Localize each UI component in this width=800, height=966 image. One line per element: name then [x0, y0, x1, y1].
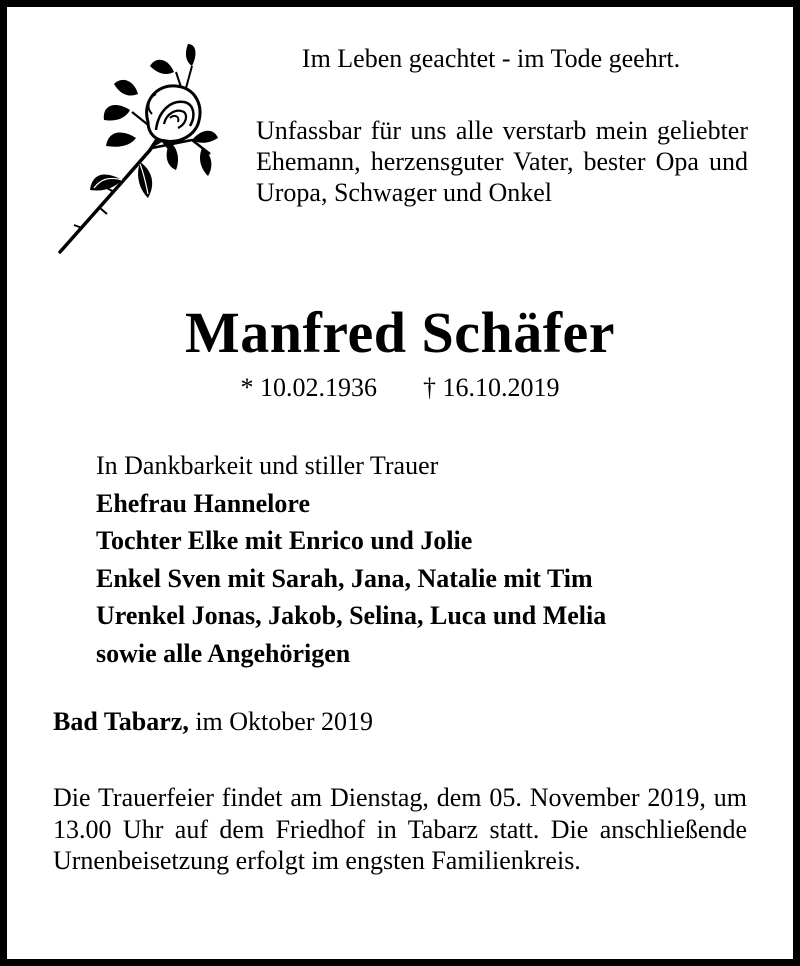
- place-date: im Oktober 2019: [195, 707, 373, 736]
- mourner-line: Ehefrau Hannelore: [96, 488, 311, 518]
- life-dates: [0, 372, 800, 404]
- place-town: Bad Tabarz,: [53, 707, 189, 736]
- mourner-line: Enkel Sven mit Sarah, Jana, Natalie mit Tim: [96, 563, 593, 593]
- mourner-line: sowie alle Angehörigen: [96, 638, 351, 668]
- motto-line: Im Leben geachtet - im Tode geehrt.: [301, 44, 681, 73]
- mourner-line: Urenkel Jonas, Jakob, Selina, Luca und Melia: [96, 601, 607, 630]
- place-and-date: [53, 706, 753, 738]
- death-date: † 16.10.2019: [423, 373, 560, 402]
- deceased-name: Manfred Schäfer: [184, 300, 616, 365]
- rose-icon: [52, 42, 222, 262]
- birth-date: * 10.02.1936: [240, 373, 377, 402]
- mourners-list: [96, 447, 776, 672]
- mourners-intro: In Dankbarkeit und stiller Trauer: [96, 451, 439, 480]
- funeral-notice: Die Trauerfeier findet am Dienstag, dem 05. November 2019, um 13.00 Uhr auf dem Friedhof in Tabarz statt. Die anschließende Urnenbeisetzung erfolgt im engsten Familienkreis.: [53, 783, 747, 875]
- mourner-line: Tochter Elke mit Enrico und Jolie: [96, 526, 473, 555]
- intro-text: Unfassbar für uns alle verstarb mein geliebter Ehemann, herzensguter Vater, bester Opa und Uropa, Schwager und Onkel: [256, 116, 748, 207]
